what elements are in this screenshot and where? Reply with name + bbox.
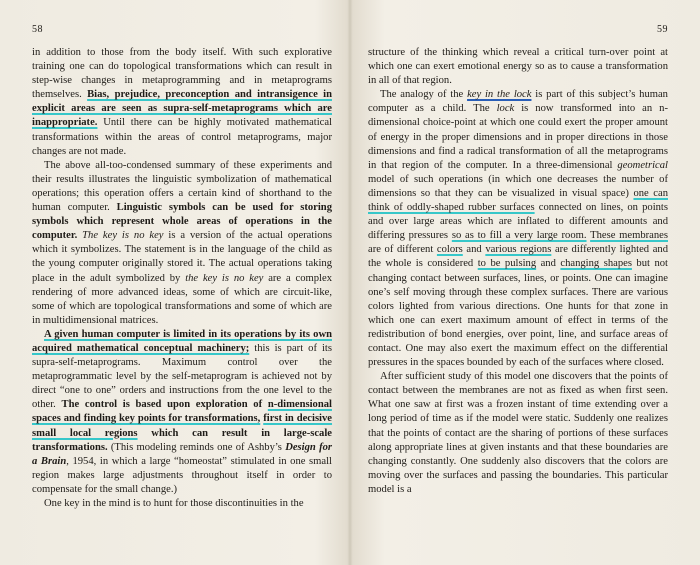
highlighted-phrase: These membranes [590,230,668,242]
text-run: is now transformed into an n-dimensional choice-point at which one could exert the proper amount of energy in the proper dimensions and in proper directions in those dimensions and find a radical transformation of all the metaprograms in that region of the computer. In a three-dimensional [368,103,668,171]
bold-phrase: which can result in large-scale transformations. [32,427,333,453]
text-run: is part of this subject’s human computer as a child. The [368,89,668,115]
text-run: in addition to those from the body itself. With such explorative training one can do topological transformations which can result in step-wise changes in metaprogramming and in metaprograms themselves. [32,47,332,101]
paragraph [368,46,668,88]
text-run: , 1954, in which a large “homeostat” stimulated in one small region makes large adjustments throughout itself in order to compensate for the small change.) [32,455,332,495]
highlighted-phrase: changing shapes [560,258,632,270]
text-run: (This modeling reminds one of Ashby’s [107,441,286,453]
highlighted-phrase: A given human computer is limited in its operations by its own acquired mathematical conceptual machinery; [32,328,332,354]
page-number: 59 [657,24,668,35]
highlighted-phrase: colors [436,244,463,256]
page-text [368,46,668,497]
page-text [32,46,332,511]
text-run: this is part of its supra-self-metaprograms. Maximum control over the metaprogrammatic level by the self-metaprogram is achieved not by direct “one to one” orders and instructions from the one level to the other. [32,342,332,411]
italic-phrase: The key is no key [82,230,164,242]
paragraph [32,159,332,328]
highlighted-phrase: n-dimensional spaces and finding key points for transformations, [32,399,332,425]
italic-phrase: lock [496,103,515,115]
paragraph [368,88,668,370]
italic-phrase: geometrical [617,159,668,171]
text-run: The analogy of the [380,89,468,101]
highlighted-phrase: to be pulsing [477,258,537,270]
text-run: but not changing contact between surfaces, lines, or points. One can imagine one’s self moving through these complex surfaces. There are various colors lighted from various directions. One hunts for that zone in which one can exert maximum amount of effect in terms of the redistribution of bond energies, over point, line, and surface areas of contact. One may also exert the maximum effect on the differential pressures in the spaces bounded by each of the surfaces where closed. [368,258,668,369]
bold-phrase: The control is based upon exploration of [61,399,268,411]
bold-phrase: Linguistic symbols can be used for storing symbols which represent whole areas of operations in the computer. [32,202,332,242]
right-page [350,0,700,565]
highlighted-phrase: first in decisive small local regions [32,413,333,439]
paragraph [32,328,332,497]
highlighted-phrase: so as to fill a very large room. [451,230,587,242]
highlighted-phrase: various regions [485,244,552,256]
text-run: is a version of the actual operations which it symbolizes. The statement is in the language of the child as the young computer originally stored it. The actual operations taking place in the adult symbolized by [32,230,332,284]
text-run: connected on lines, on points and over large areas which are inflated to different amounts and differing pressures [368,202,668,242]
text-run: are a complex rendering of more advanced ideas, some of which are circuit-like, some of which are topological transformations and some of which are in multidimensional matrices. [32,272,332,326]
text-run: After sufficient study of this model one discovers that the points of contact between the membranes are not as fixed as when first seen. What one saw at first was a frozen instant of time extending over a long period of time as if the model were static. Suddenly one realizes that the points of contact are the sharing of portions of these surfaces along appropriate lines at given instants and that these boundaries are changing constantly. One suddenly also discovers that the colors are moving over the surfaces and passing the boundaries. This particular model is a [368,371,668,495]
paragraph [32,497,332,511]
text-run: are differently lighted and the whole is considered [368,244,668,270]
paragraph [32,46,332,159]
highlighted-phrase: key in the lock [467,89,532,101]
text-run: and [536,258,561,270]
text-run: One key in the mind is to hunt for those discontinuities in the [44,498,304,509]
page-number: 58 [32,24,43,35]
text-run: are of different [368,244,437,256]
text-run: and [462,244,486,256]
highlighted-phrase: Bias, prejudice, preconception and intransigence in explicit areas are seen as supra-self-metaprograms which are inappropriate. [32,89,332,129]
text-run: structure of the thinking which reveal a critical turn-over point at which one can exert emotional energy so as to cause a transformation in all of that region. [368,47,668,87]
highlighted-phrase: one can think of oddly-shaped rubber surfaces [368,187,668,214]
text-run: The above all-too-condensed summary of these experiments and their results illustrates the linguistic symbolization of mathematical operations; this operation offers a certain kind of shorthand to the human computer. [32,159,332,214]
paragraph [368,370,668,497]
bold-phrase: Design for a Brain [32,441,333,467]
text-run: Until there can be highly motivated mathematical transformations within the areas of control metaprograms, major changes are not made. [32,117,332,157]
italic-phrase: the key is no key [185,272,264,284]
text-run: model of such operations (in which one decreases the number of dimensions so that they can be visualized in visual space) [368,173,668,199]
